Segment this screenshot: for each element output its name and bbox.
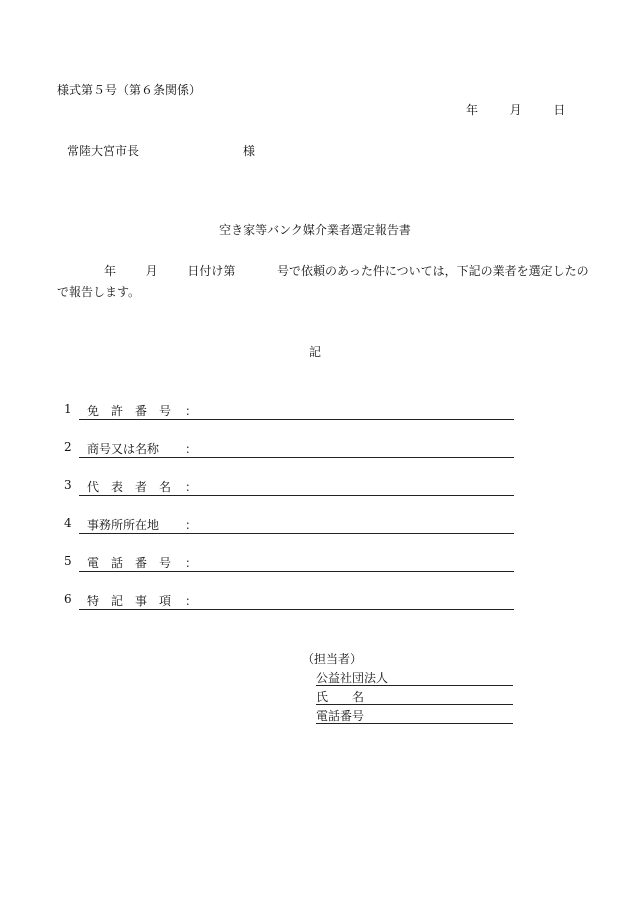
item-colon: ： <box>185 518 198 532</box>
body-line-2: で報告します。 <box>57 285 141 299</box>
item-label: 事務所所在地 <box>87 518 160 532</box>
item-label: 特 記 事 項 <box>87 594 172 608</box>
contact-field-name <box>316 688 513 704</box>
fill-in-line <box>79 457 514 458</box>
fill-in-line <box>79 533 514 534</box>
item-number: 2 <box>64 440 72 454</box>
contact-field-label: 公益社団法人 <box>316 671 389 685</box>
contact-field-label: 電話番号 <box>316 709 365 723</box>
addressee-honorific: 様 <box>243 144 256 158</box>
ki-heading: 記 <box>308 345 321 359</box>
fill-in-line <box>316 723 513 724</box>
contact-heading: （担当者） <box>302 652 363 666</box>
fill-in-line <box>316 685 513 686</box>
item-colon: ： <box>185 480 198 494</box>
date-line <box>466 101 565 118</box>
form-number: 様式第５号（第６条関係） <box>57 83 202 97</box>
item-trade-name <box>64 440 514 456</box>
date-day: 日 <box>553 103 566 117</box>
item-colon: ： <box>185 442 198 456</box>
addressee <box>67 142 256 159</box>
body-date-suffix: 日付け第 <box>187 264 236 278</box>
contact-field-label: 氏 名 <box>316 690 365 704</box>
item-label: 電 話 番 号 <box>87 556 172 570</box>
item-number: 1 <box>64 402 72 416</box>
item-number: 6 <box>64 592 72 606</box>
item-representative <box>64 478 514 494</box>
contact-field-organization <box>316 669 513 685</box>
addressee-name: 常陸大宮市長 <box>67 144 140 158</box>
item-colon: ： <box>185 404 198 418</box>
document-title: 空き家等バンク媒介業者選定報告書 <box>219 223 411 237</box>
item-special-notes <box>64 592 514 608</box>
item-phone-number <box>64 554 514 570</box>
item-label: 代 表 者 名 <box>87 480 172 494</box>
fill-in-line <box>79 419 514 420</box>
item-number: 4 <box>64 516 72 530</box>
fill-in-line <box>79 495 514 496</box>
body-year: 年 <box>104 264 117 278</box>
body-month: 月 <box>145 264 158 278</box>
date-year: 年 <box>466 103 479 117</box>
item-label: 免 許 番 号 <box>87 404 172 418</box>
body-number-suffix: 号で依頼のあった件については，下記の業者を選定したの <box>277 264 589 278</box>
date-month: 月 <box>509 103 522 117</box>
fill-in-line <box>79 571 514 572</box>
fill-in-line <box>316 704 513 705</box>
item-number: 5 <box>64 554 72 568</box>
fill-in-line <box>79 609 514 610</box>
item-label: 商号又は名称 <box>87 442 160 456</box>
item-number: 3 <box>64 478 72 492</box>
item-colon: ： <box>185 556 198 570</box>
contact-field-phone <box>316 707 513 723</box>
item-license-number <box>64 402 514 418</box>
item-office-address <box>64 516 514 532</box>
item-colon: ： <box>185 594 198 608</box>
body-line-1 <box>104 262 589 279</box>
